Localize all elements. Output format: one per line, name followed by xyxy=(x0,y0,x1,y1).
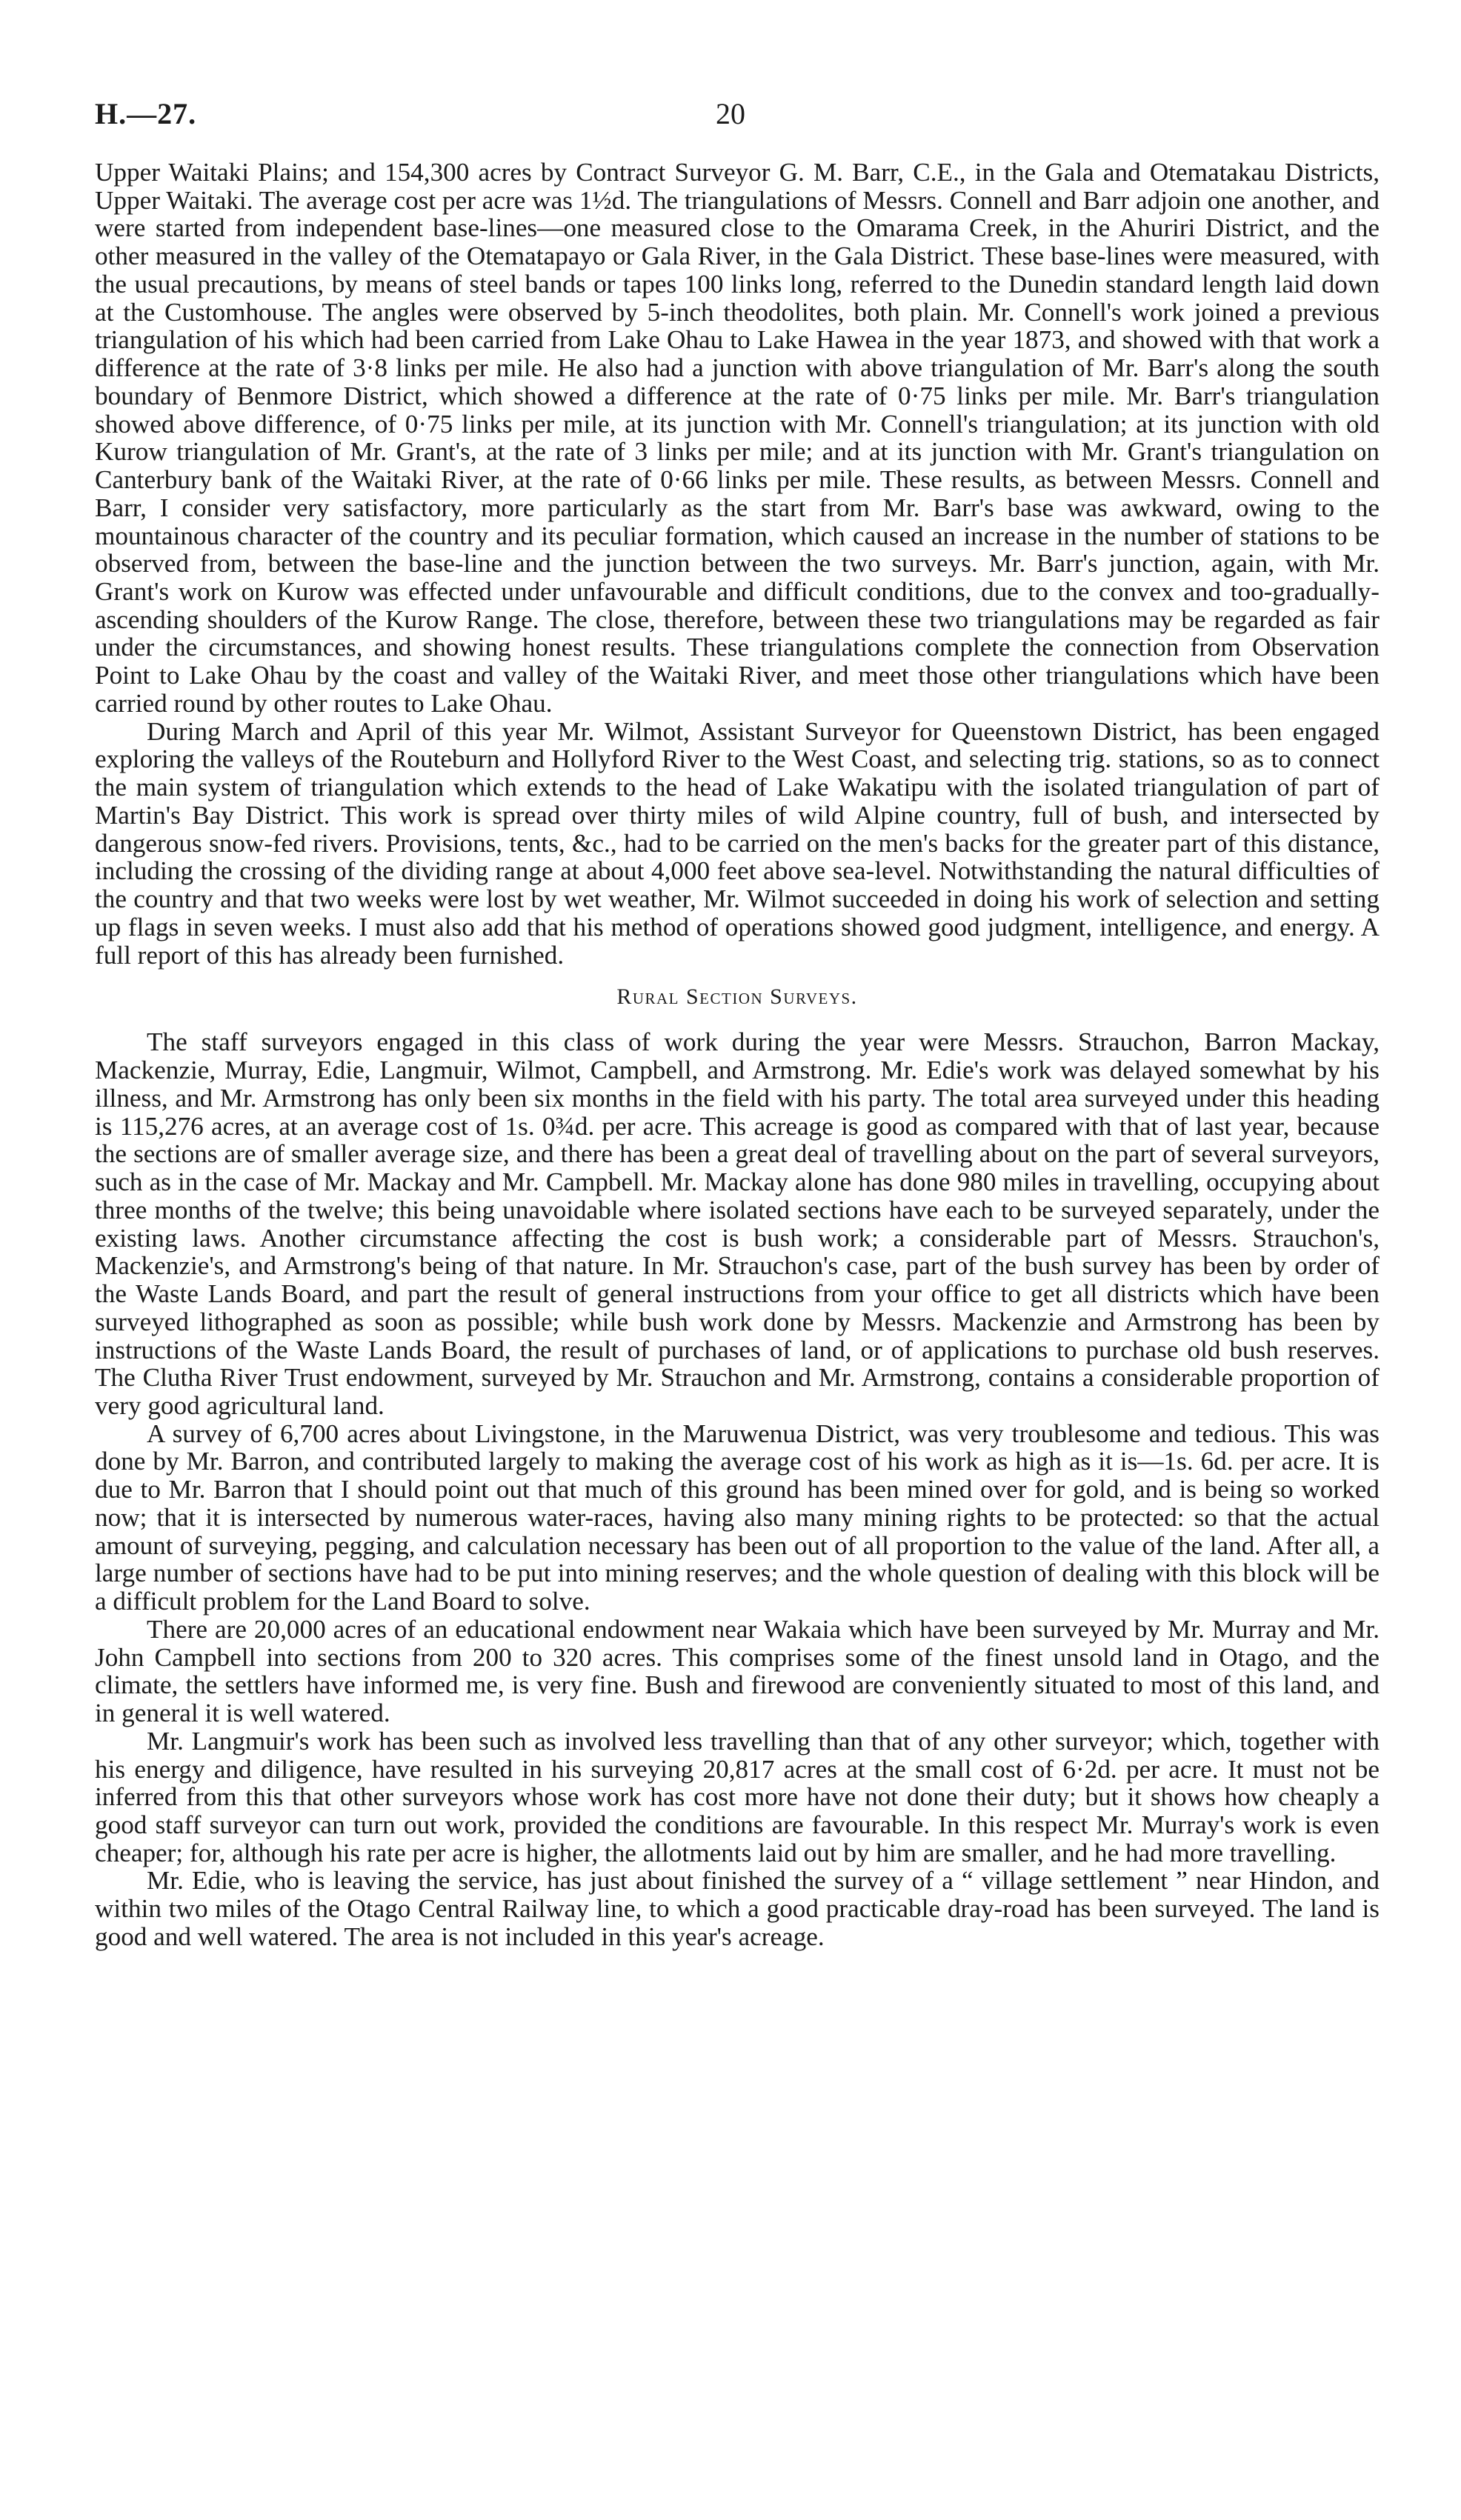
paragraph-wilmot-exploration: During March and April of this year Mr. Wilmot, Assistant Surveyor for Queenstown District, has been engaged exploring the valleys of the Routeburn and Hollyford River to the West Coast, and selecting trig. stations, so as to connect the main system of triangulation which extends to the head of Lake Wakatipu with the isolated triangulation of part of Martin's Bay District. This work is spread over thirty miles of wild Alpine country, full of bush, and intersected by dangerous snow-fed rivers. Provisions, tents, &c., had to be carried on the men's backs for the greater part of this distance, including the crossing of the dividing range at about 4,000 feet above sea-level. Notwithstanding the natural difficulties of the country and that two weeks were lost by wet weather, Mr. Wilmot succeeded in doing his work of selection and setting up flags in seven weeks. I must also add that his method of operations showed good judgment, intelligence, and energy. A full report of this has already been furnished. xyxy=(95,716,1380,970)
paragraph-edie-settlement: Mr. Edie, who is leaving the service, has just about finished the survey of a “ village settlement ” near Hindon, and within two miles of the Otago Central Railway line, to which a good practicable dray-road has been surveyed. The land is good and well watered. The area is not included in this year's acreage. xyxy=(95,1866,1380,1951)
paragraph-staff-surveyors: The staff surveyors engaged in this class of work during the year were Messrs. Strauchon, Barron Mackay, Mackenzie, Murray, Edie, Langmuir, Wilmot, Campbell, and Armstrong. Mr. Edie's work was delayed somewhat by his illness, and Mr. Armstrong has only been six months in the field with his party. The total area surveyed under this heading is 115,276 acres, at an average cost of 1s. 0¾d. per acre. This acreage is good as compared with that of last year, because the sections are of smaller average size, and there has been a great deal of travelling about on the part of several surveyors, such as in the case of Mr. Mackay and Mr. Campbell. Mr. Mackay alone has done 980 miles in travelling, occupying about three months of the twelve; this being unavoidable where isolated sections have each to be surveyed separately, under the existing laws. Another circumstance affecting the cost is bush work; a considerable part of Messrs. Strauchon's, Mackenzie's, and Armstrong's being of that nature. In Mr. Strauchon's case, part of the bush survey has been by order of the Waste Lands Board, and part the result of general instructions from your office to get all districts which have been surveyed lithographed as soon as possible; while bush work done by Messrs. Mackenzie and Armstrong has been by instructions of the Waste Lands Board, the result of purchases of land, or of applications to purchase old bush reserves. The Clutha River Trust endowment, surveyed by Mr. Strauchon and Mr. Armstrong, contains a considerable proportion of very good agricultural land. xyxy=(95,1027,1380,1420)
body-text xyxy=(95,159,1380,1951)
paragraph-wakaia-endowment: There are 20,000 acres of an educational endowment near Wakaia which have been surveyed by Mr. Murray and Mr. John Campbell into sections from 200 to 320 acres. This comprises some of the finest unsold land in Otago, and the climate, the settlers have informed me, is very fine. Bush and firewood are conveniently situated to most of this land, and in general it is well watered. xyxy=(95,1614,1380,1728)
page-number: 20 xyxy=(716,97,745,130)
section-heading-rural-surveys: Rural Section Surveys. xyxy=(616,984,858,1010)
page-header xyxy=(95,96,1366,141)
paragraph-langmuir-work: Mr. Langmuir's work has been such as involved less travelling than that of any other surveyor; which, together with his energy and diligence, have resulted in his surveying 20,817 acres at the small cost of 6·2d. per acre. It must not be inferred from this that other surveyors whose work has cost more have not done their duty; but it shows how cheaply a good staff surveyor can turn out work, provided the conditions are favourable. In this respect Mr. Murray's work is even cheaper; for, although his rate per acre is higher, the allotments laid out by him are smaller, and he had more travelling. xyxy=(95,1726,1380,1867)
paragraph-triangulation: Upper Waitaki Plains; and 154,300 acres by Contract Surveyor G. M. Barr, C.E., in the Gala and Otematakau Districts, Upper Waitaki. The average cost per acre was 1½d. The triangulations of Messrs. Connell and Barr adjoin one another, and were started from independent base-lines—one measured close to the Omarama Creek, in the Ahuriri District, and the other measured in the valley of the Otematapayo or Gala River, in the Gala District. These base-lines were measured, with the usual precautions, by means of steel bands or tapes 100 links long, referred to the Dunedin standard length laid down at the Customhouse. The angles were observed by 5-inch theodolites, both plain. Mr. Connell's work joined a previous triangulation of his which had been carried from Lake Ohau to Lake Hawea in the year 1873, and showed with that work a difference at the rate of 3·8 links per mile. He also had a junction with above triangulation of Mr. Barr's along the south boundary of Benmore District, which showed a difference at the rate of 0·75 links per mile. Mr. Barr's triangulation showed above difference, of 0·75 links per mile, at its junction with Mr. Connell's triangulation; at its junction with old Kurow triangulation of Mr. Grant's, at the rate of 3 links per mile; and at its junction with Mr. Grant's triangulation on Canterbury bank of the Waitaki River, at the rate of 0·66 links per mile. These results, as between Messrs. Connell and Barr, I consider very satisfactory, more particularly as the start from Mr. Barr's base was awkward, owing to the mountainous character of the country and its peculiar formation, which caused an increase in the number of stations to be observed from, between the base-line and the junction between the two surveys. Mr. Barr's junction, again, with Mr. Grant's work on Kurow was effected under unfavourable and difficult conditions, due to the convex and too-gradually-ascending shoulders of the Kurow Range. The close, therefore, between these two triangulations may be regarded as fair under the circumstances, and showing honest results. These triangulations complete the connection from Observation Point to Lake Ohau by the coast and valley of the Waitaki River, and meet those other triangulations which have been carried round by other routes to Lake Ohau. xyxy=(95,158,1380,718)
paragraph-livingstone-survey: A survey of 6,700 acres about Livingstone, in the Maruwenua District, was very troublesome and tedious. This was done by Mr. Barron, and contributed largely to making the average cost of his work as high as it is—1s. 6d. per acre. It is due to Mr. Barron that I should point out that much of this ground has been mined over for gold, and is being so worked now; that it is intersected by numerous water-races, having also many mining rights to be protected: so that the actual amount of surveying, pegging, and calculation necessary has been out of all proportion to the value of the land. After all, a large number of sections have had to be put into mining reserves; and the whole question of dealing with this block will be a difficult problem for the Land Board to solve. xyxy=(95,1419,1380,1616)
document-reference: H.—27. xyxy=(95,97,197,130)
